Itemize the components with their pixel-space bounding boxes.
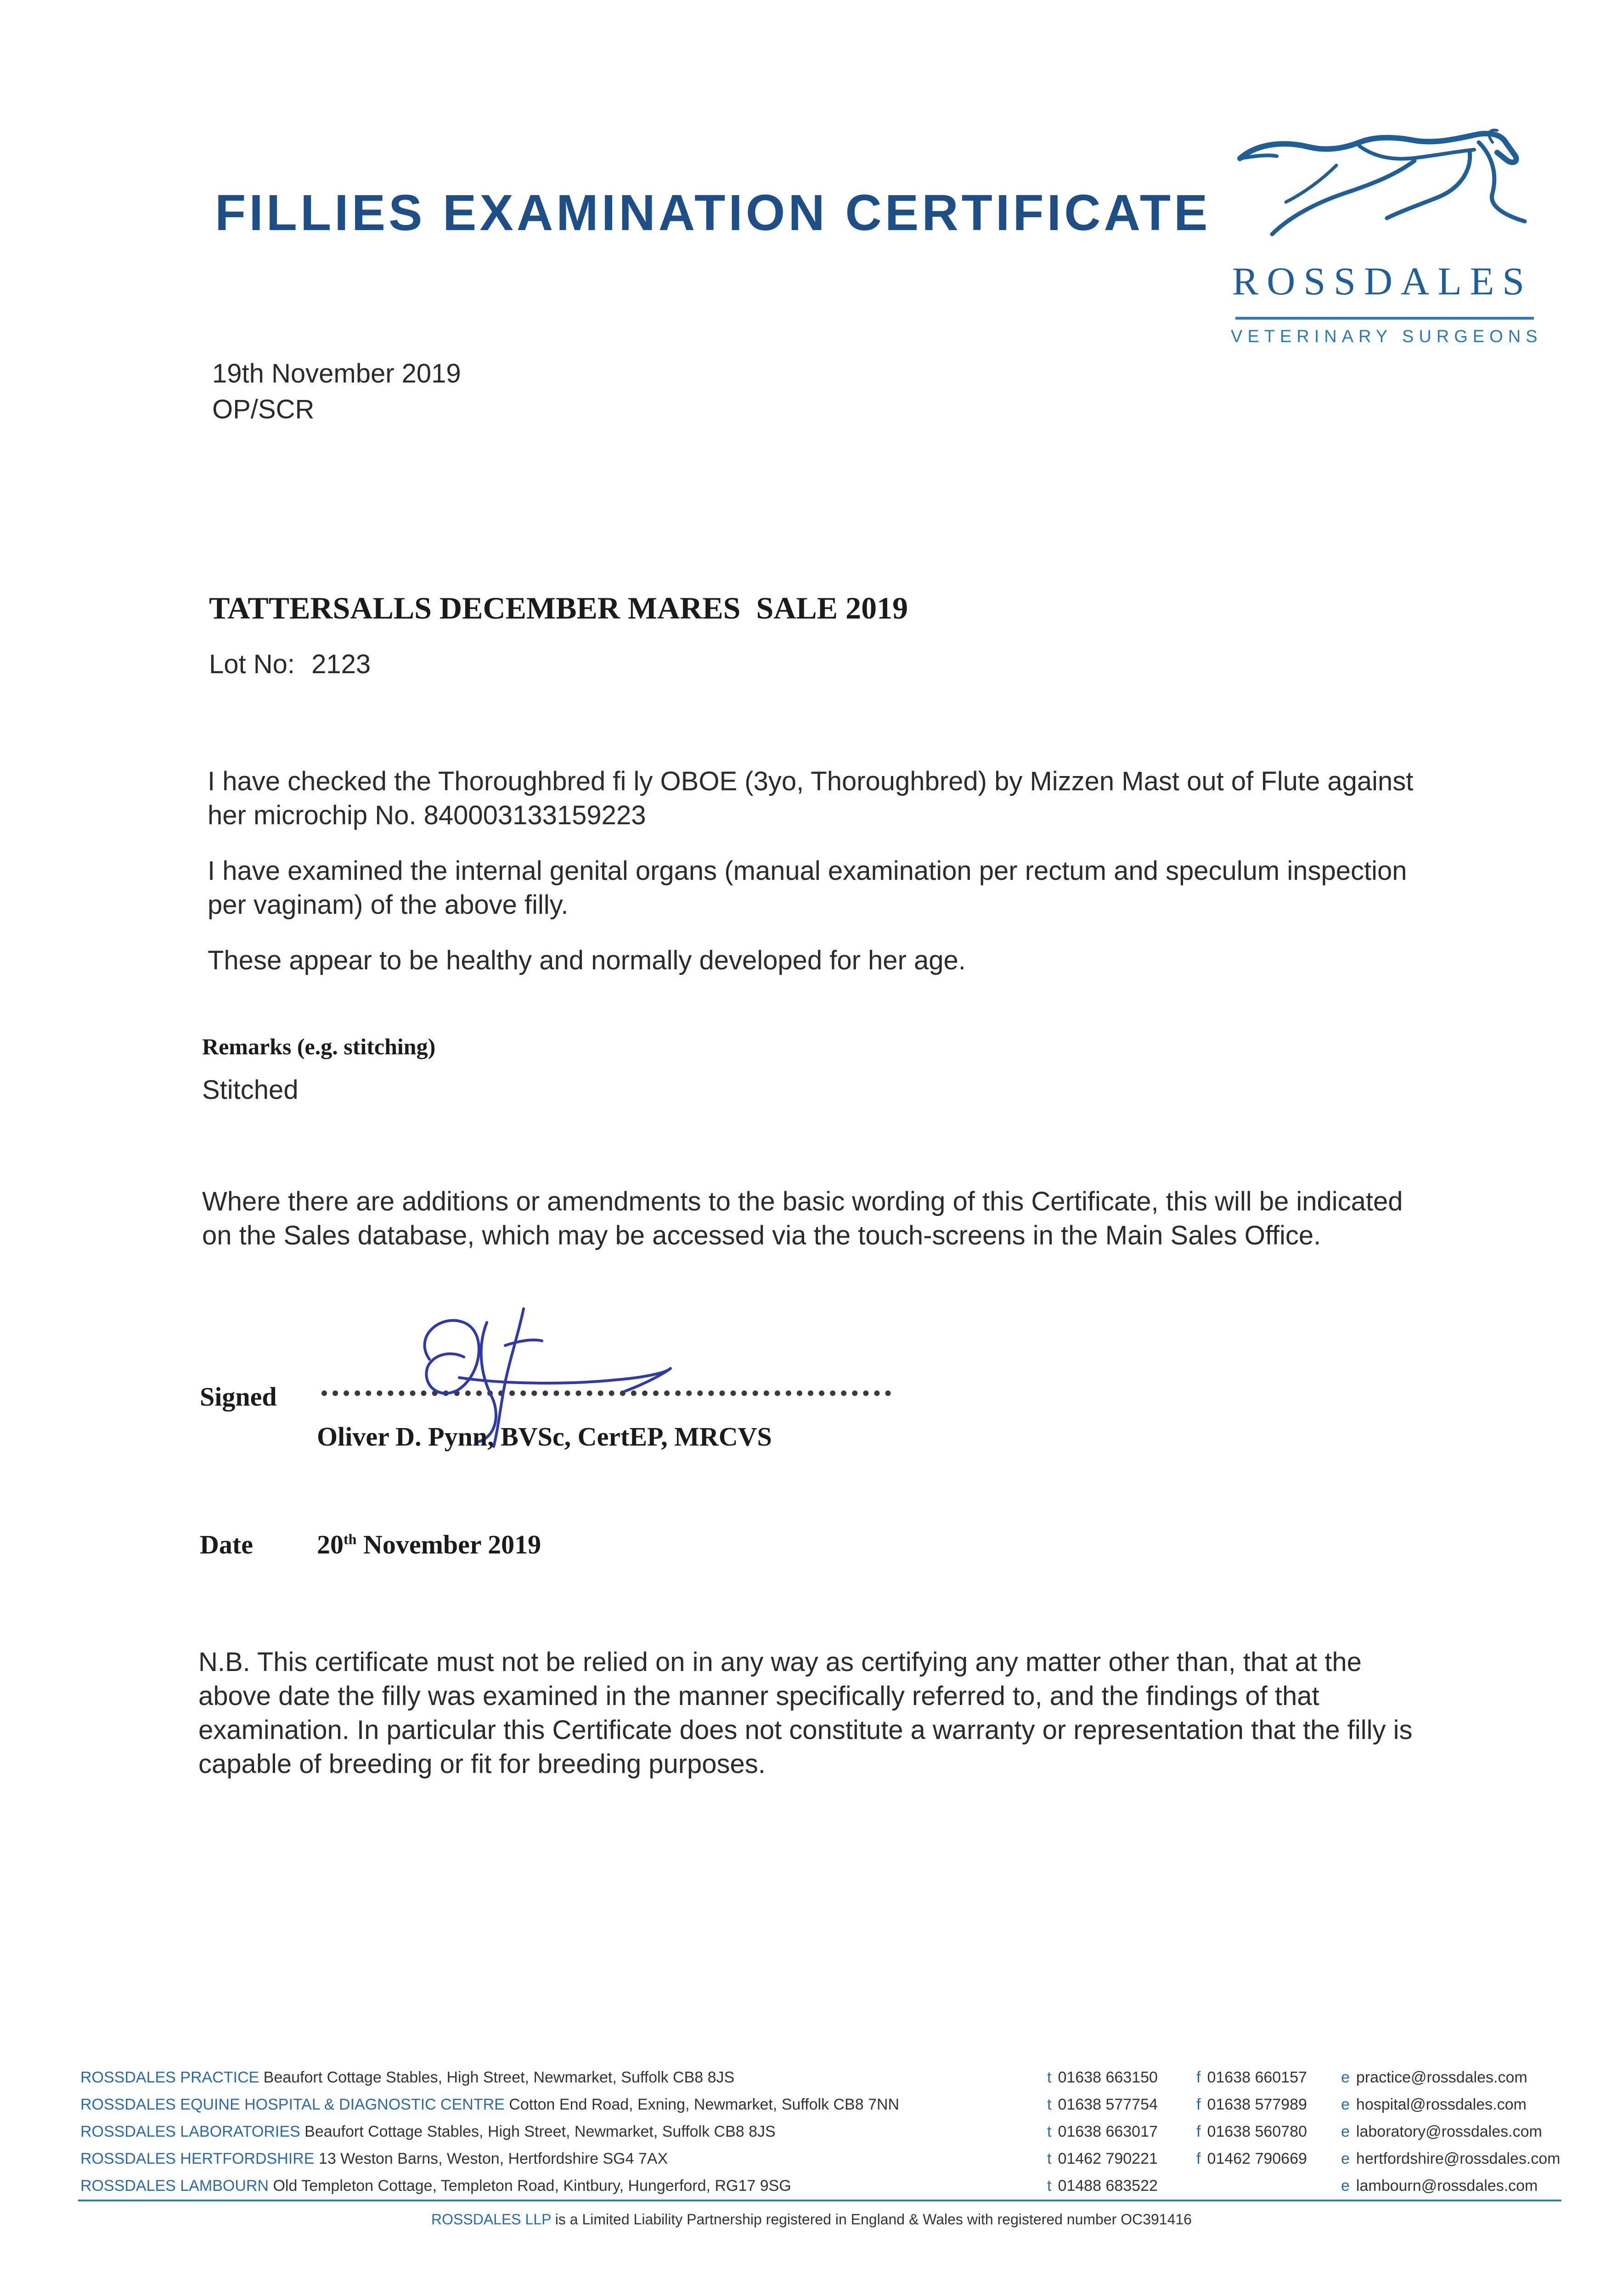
footer-emails	[1341, 2064, 1561, 2200]
office-email: e practice@rossdales.com	[1341, 2069, 1527, 2086]
lot-label: Lot No:	[209, 649, 295, 679]
paragraph-line: per vaginam) of the above filly.	[208, 890, 569, 920]
office-address: Old Templeton Cottage, Templeton Road, Kintbury, Hungerford, RG17 9SG	[273, 2177, 791, 2195]
lot-number: 2123	[311, 649, 371, 679]
letter-reference: OP/SCR	[212, 394, 315, 424]
office-address: 13 Weston Barns, Weston, Hertfordshire SG4 7AX	[318, 2150, 668, 2167]
logo-divider	[1235, 317, 1534, 320]
office-name: ROSSDALES HERTFORDSHIRE	[80, 2150, 315, 2167]
paragraph-line: I have examined the internal genital organs (manual examination per rectum and speculum inspection	[208, 856, 1407, 886]
paragraph-line: examination. In particular this Certificate does not constitute a warranty or representation that the filly is	[198, 1715, 1413, 1745]
office-fax: f 01638 660157	[1196, 2069, 1307, 2086]
logo-subtitle: VETERINARY SURGEONS	[1231, 327, 1543, 346]
signature-date-suffix: th	[344, 1531, 357, 1548]
office-email: e laboratory@rossdales.com	[1341, 2123, 1542, 2140]
office-address: Beaufort Cottage Stables, High Street, Newmarket, Suffolk CB8 8JS	[304, 2123, 776, 2140]
office-fax: f 01638 577989	[1196, 2096, 1307, 2113]
lot-line	[209, 647, 371, 682]
paragraph-line: capable of breeding or fit for breeding purposes.	[198, 1749, 766, 1779]
office-address: Beaufort Cottage Stables, High Street, Newmarket, Suffolk CB8 8JS	[263, 2069, 735, 2086]
signature-date	[317, 1529, 541, 1560]
signature-date-rest: November 2019	[356, 1530, 541, 1559]
paragraph-disclaimer	[198, 1645, 1413, 1781]
office-telephone: t 01638 663017	[1047, 2123, 1158, 2140]
footer-office-row	[80, 2064, 899, 2091]
paragraph-line: her microchip No. 840003133159223	[208, 800, 646, 830]
office-name: ROSSDALES LAMBOURN	[80, 2177, 269, 2195]
llp-name: ROSSDALES LLP	[431, 2211, 551, 2228]
remarks-value: Stitched	[202, 1075, 299, 1105]
office-telephone: t 01488 683522	[1047, 2177, 1158, 2195]
office-telephone: t 01638 577754	[1047, 2096, 1158, 2113]
paragraph-line: Where there are additions or amendments to the basic wording of this Certificate, this will be indicated	[202, 1187, 1403, 1216]
office-email: e lambourn@rossdales.com	[1341, 2177, 1538, 2195]
certificate-title: FILLIES EXAMINATION CERTIFICATE	[215, 185, 1211, 241]
office-address: Cotton End Road, Exning, Newmarket, Suffolk CB8 7NN	[509, 2096, 900, 2113]
office-telephone: t 01462 790221	[1047, 2150, 1158, 2167]
office-fax: f 01638 560780	[1196, 2123, 1307, 2140]
footer-telephones	[1047, 2064, 1158, 2200]
paragraph-line: above date the filly was examined in the manner specifically referred to, and the findings of that	[198, 1681, 1319, 1711]
footer-faxes	[1196, 2064, 1307, 2172]
footer-office-row	[80, 2172, 899, 2200]
footer-divider	[78, 2200, 1561, 2201]
footer-office-row	[80, 2145, 899, 2172]
logo-wordmark: ROSSDALES	[1232, 259, 1533, 303]
office-name: ROSSDALES EQUINE HOSPITAL & DIAGNOSTIC CENTRE	[80, 2096, 505, 2113]
paragraph-line: N.B. This certificate must not be relied on in any way as certifying any matter other than, that at the	[198, 1647, 1362, 1677]
office-fax: f 01462 790669	[1196, 2150, 1307, 2167]
office-email: e hertfordshire@rossdales.com	[1341, 2150, 1561, 2167]
paragraph-findings: These appear to be healthy and normally developed for her age.	[208, 945, 966, 975]
llp-registration	[0, 2211, 1623, 2228]
paragraph-line: I have checked the Thoroughbred fi ly OBOE (3yo, Thoroughbred) by Mizzen Mast out of Flute against	[208, 766, 1414, 796]
sale-name: TATTERSALLS DECEMBER MARES SALE 2019	[209, 591, 908, 625]
office-telephone: t 01638 663150	[1047, 2069, 1158, 2086]
letter-date: 19th November 2019	[212, 359, 461, 388]
footer-office-row	[80, 2118, 899, 2145]
paragraph-line: on the Sales database, which may be accessed via the touch-screens in the Main Sales Office.	[202, 1221, 1321, 1250]
paragraph-identity	[208, 765, 1413, 833]
office-email: e hospital@rossdales.com	[1341, 2096, 1527, 2113]
date-label: Date	[200, 1530, 253, 1559]
footer-office-row	[80, 2091, 899, 2118]
office-name: ROSSDALES PRACTICE	[80, 2069, 259, 2086]
signed-label: Signed	[200, 1382, 277, 1412]
llp-text: is a Limited Liability Partnership registered in England & Wales with registered number OC391416	[555, 2211, 1192, 2228]
signature-date-day: 20	[317, 1530, 344, 1559]
footer-offices	[80, 2064, 899, 2200]
signatory-name: Oliver D. Pynn, BVSc, CertEP, MRCVS	[317, 1422, 772, 1452]
paragraph-amendments	[202, 1185, 1403, 1253]
office-name: ROSSDALES LABORATORIES	[80, 2123, 300, 2140]
remarks-label: Remarks (e.g. stitching)	[202, 1034, 436, 1059]
paragraph-examination	[208, 854, 1407, 922]
